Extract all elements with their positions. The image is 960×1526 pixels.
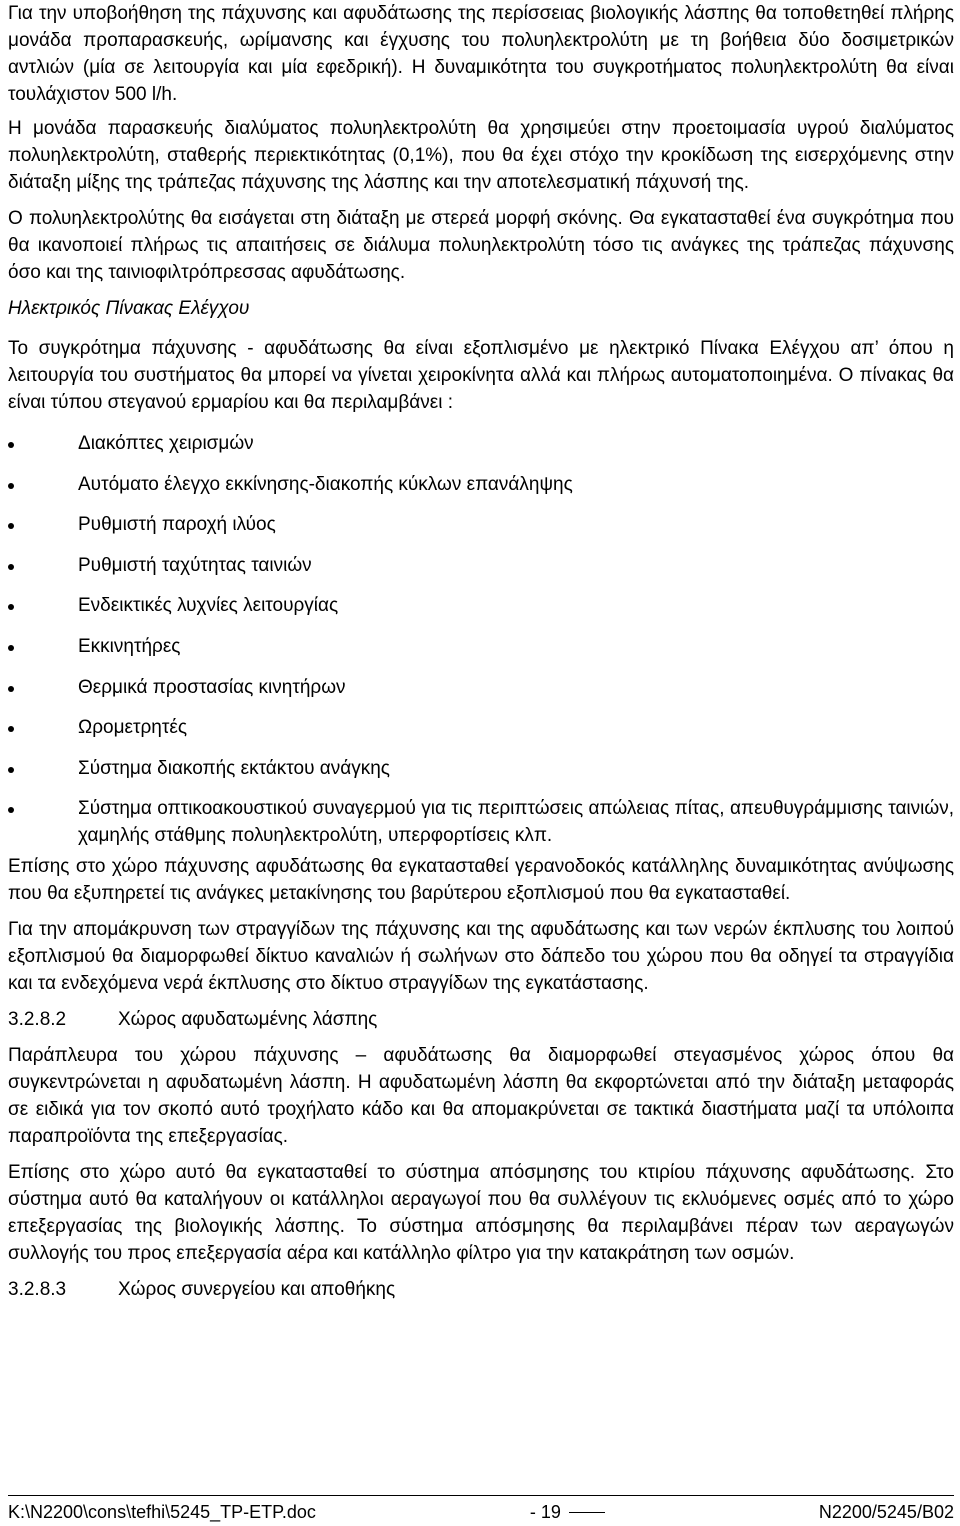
section-number: 3.2.8.3	[8, 1279, 67, 1301]
list-item: Σύστημα διακοπής εκτάκτου ανάγκης	[8, 755, 954, 782]
list-item: Θερμικά προστασίας κινητήρων	[8, 674, 954, 701]
bullet-icon	[8, 645, 14, 651]
paragraph-crane: Επίσης στο χώρο πάχυνσης αφυδάτωσης θα εγκατασταθεί γερανοδοκός κατάλληλης δυναμικότητας ανύψωσης που θα εξυπηρετεί τις ανάγκες μετακίνησης του βαρύτερου εξοπλισμού που θα εγκατασταθεί.	[8, 856, 954, 905]
paragraph-drainage: Για την απομάκρυνση των στραγγίδων της πάχυνσης και της αφυδάτωσης και των νερών έκπλυσης του λοιπού εξοπλισμού θα διαμορφωθεί δίκτυο καναλιών ή σωλήνων στο δάπεδο του χώρου που θα οδηγεί τα στραγγίδια και τα ενδεχόμενα νερά έκπλυσης στο δίκτυο στραγγίδων της εγκατάστασης.	[8, 919, 954, 995]
paragraph-preparation-unit: Η μονάδα παρασκευής διαλύματος πολυηλεκτρολύτη θα χρησιμεύει στην προετοιμασία υγρού διαλύματος πολυηλεκτρολύτη, σταθερής περιεκτικότητας (0,1%), που θα έχει στόχο την κροκίδωση της εισερχόμενης στην διάταξη μίξης της τράπεζας πάχυνσης της λάσπης και την αποτελεσματική πάχυνσή της.	[8, 118, 954, 193]
section-title: Χώρος συνεργείου και αποθήκης	[118, 1279, 396, 1301]
list-item: Ενδεικτικές λυχνίες λειτουργίας	[8, 592, 954, 619]
list-item: Ωρομετρητές	[8, 714, 954, 741]
list-item: Αυτόματο έλεγχο εκκίνησης-διακοπής κύκλων επανάληψης	[8, 471, 954, 498]
list-item: Εκκινητήρες	[8, 633, 954, 660]
bullet-icon	[8, 564, 14, 570]
bullet-icon	[8, 807, 14, 813]
control-panel-list	[8, 430, 954, 849]
list-item: Διακόπτες χειρισμών	[8, 430, 954, 457]
section-heading-dewatered-sludge	[8, 1006, 954, 1033]
paragraph-polyelectrolyte-unit: Για την υποβοήθηση της πάχυνσης και αφυδάτωσης της περίσσειας βιολογικής λάσπης θα τοποθετηθεί πλήρης μονάδα προπαρασκευής, ωρίμανσης και έγχυσης του πολυηλεκτρολύτη με τη βοήθεια δύο δοσιμετρικών αντλιών (μία σε λειτουργία και μία εφεδρική). Η δυναμικότητα του συγκροτήματος πολυηλεκτρολύτη θα είναι τουλάχιστον 500 l/h.	[8, 3, 954, 105]
list-item: Ρυθμιστή ταχύτητας ταινιών	[8, 552, 954, 579]
bullet-icon	[8, 726, 14, 732]
footer-dash	[569, 1512, 605, 1513]
bullet-icon	[8, 604, 14, 610]
bullet-icon	[8, 442, 14, 448]
paragraph-odor-control: Επίσης στο χώρο αυτό θα εγκατασταθεί το σύστημα απόσμησης του κτιρίου πάχυνσης αφυδάτωσης. Στο σύστημα αυτό θα καταλήγουν οι κατάλληλοι αεραγωγοί που θα συλλέγουν τις εκλυόμενες οσμές από το χώρο επεξεργασίας της βιολογικής λάσπης. Το σύστημα απόσμησης θα περιλαμβάνει πέραν των αεραγωγών συλλογής του προς επεξεργασία αέρα και κατάλληλο φίλτρο για την κατακράτηση των οσμών.	[8, 1162, 954, 1265]
paragraph-sludge-storage: Παράπλευρα του χώρου πάχυνσης – αφυδάτωσης θα διαμορφωθεί στεγασμένος χώρος όπου θα συγκεντρώνεται η αφυδατωμένη λάσπη. Η αφυδατωμένη λάσπη θα εκφορτώνεται από την διάταξη μεταφοράς σε ειδικά για τον σκοπό αυτό τροχήλατο κάδο και θα απομακρύνεται σε τακτικά διαστήματα μαζί τα υπόλοιπα παραπροϊόντα της επεξεργασίας.	[8, 1045, 954, 1148]
section-heading-workshop	[8, 1276, 954, 1303]
section-number: 3.2.8.2	[8, 1009, 67, 1031]
bullet-icon	[8, 686, 14, 692]
bullet-icon	[8, 523, 14, 529]
subheading-control-panel: Ηλεκτρικός Πίνακας Ελέγχου	[8, 298, 250, 319]
page-footer	[8, 1495, 954, 1524]
paragraph-powder-form: Ο πολυηλεκτρολύτης θα εισάγεται στη διάταξη με στερεά μορφή σκόνης. Θα εγκατασταθεί ένα συγκρότημα που θα ικανοποιεί πλήρως τις απαιτήσεις σε διάλυμα πολυηλεκτρολύτη τόσο τις ανάγκες της τράπεζας πάχυνσης όσο και της ταινιοφιλτρόπρεσσας αφυδάτωσης.	[8, 208, 954, 283]
paragraph-control-panel: Το συγκρότημα πάχυνσης - αφυδάτωσης θα είναι εξοπλισμένο με ηλεκτρικό Πίνακα Ελέγχου απ’ όπου η λειτουργία του συστήματος θα μπορεί να γίνεται χειροκίνητα αλλά και πλήρως αυτοματοποιημένα. Ο πίνακας θα είναι τύπου στεγανού ερμαρίου και θα περιλαμβάνει :	[8, 338, 954, 413]
footer-page-number: - 19	[530, 1500, 605, 1524]
footer-file-path: K:\N2200\cons\tefhi\5245_TP-ETP.doc	[8, 1502, 316, 1522]
list-item: Ρυθμιστή παροχή ιλύος	[8, 511, 954, 538]
document-page	[8, 0, 954, 1303]
section-title: Χώρος αφυδατωμένης λάσπης	[118, 1009, 378, 1031]
list-item: Σύστημα οπτικοακουστικού συναγερμού για τις περιπτώσεις απώλειας πίτας, απευθυγράμμισης ταινιών, χαμηλής στάθμης πολυηλεκτρολύτη, υπερφορτίσεις κλπ.	[8, 795, 954, 849]
footer-document-code: N2200/5245/B02	[818, 1502, 954, 1522]
bullet-icon	[8, 483, 14, 489]
bullet-icon	[8, 767, 14, 773]
